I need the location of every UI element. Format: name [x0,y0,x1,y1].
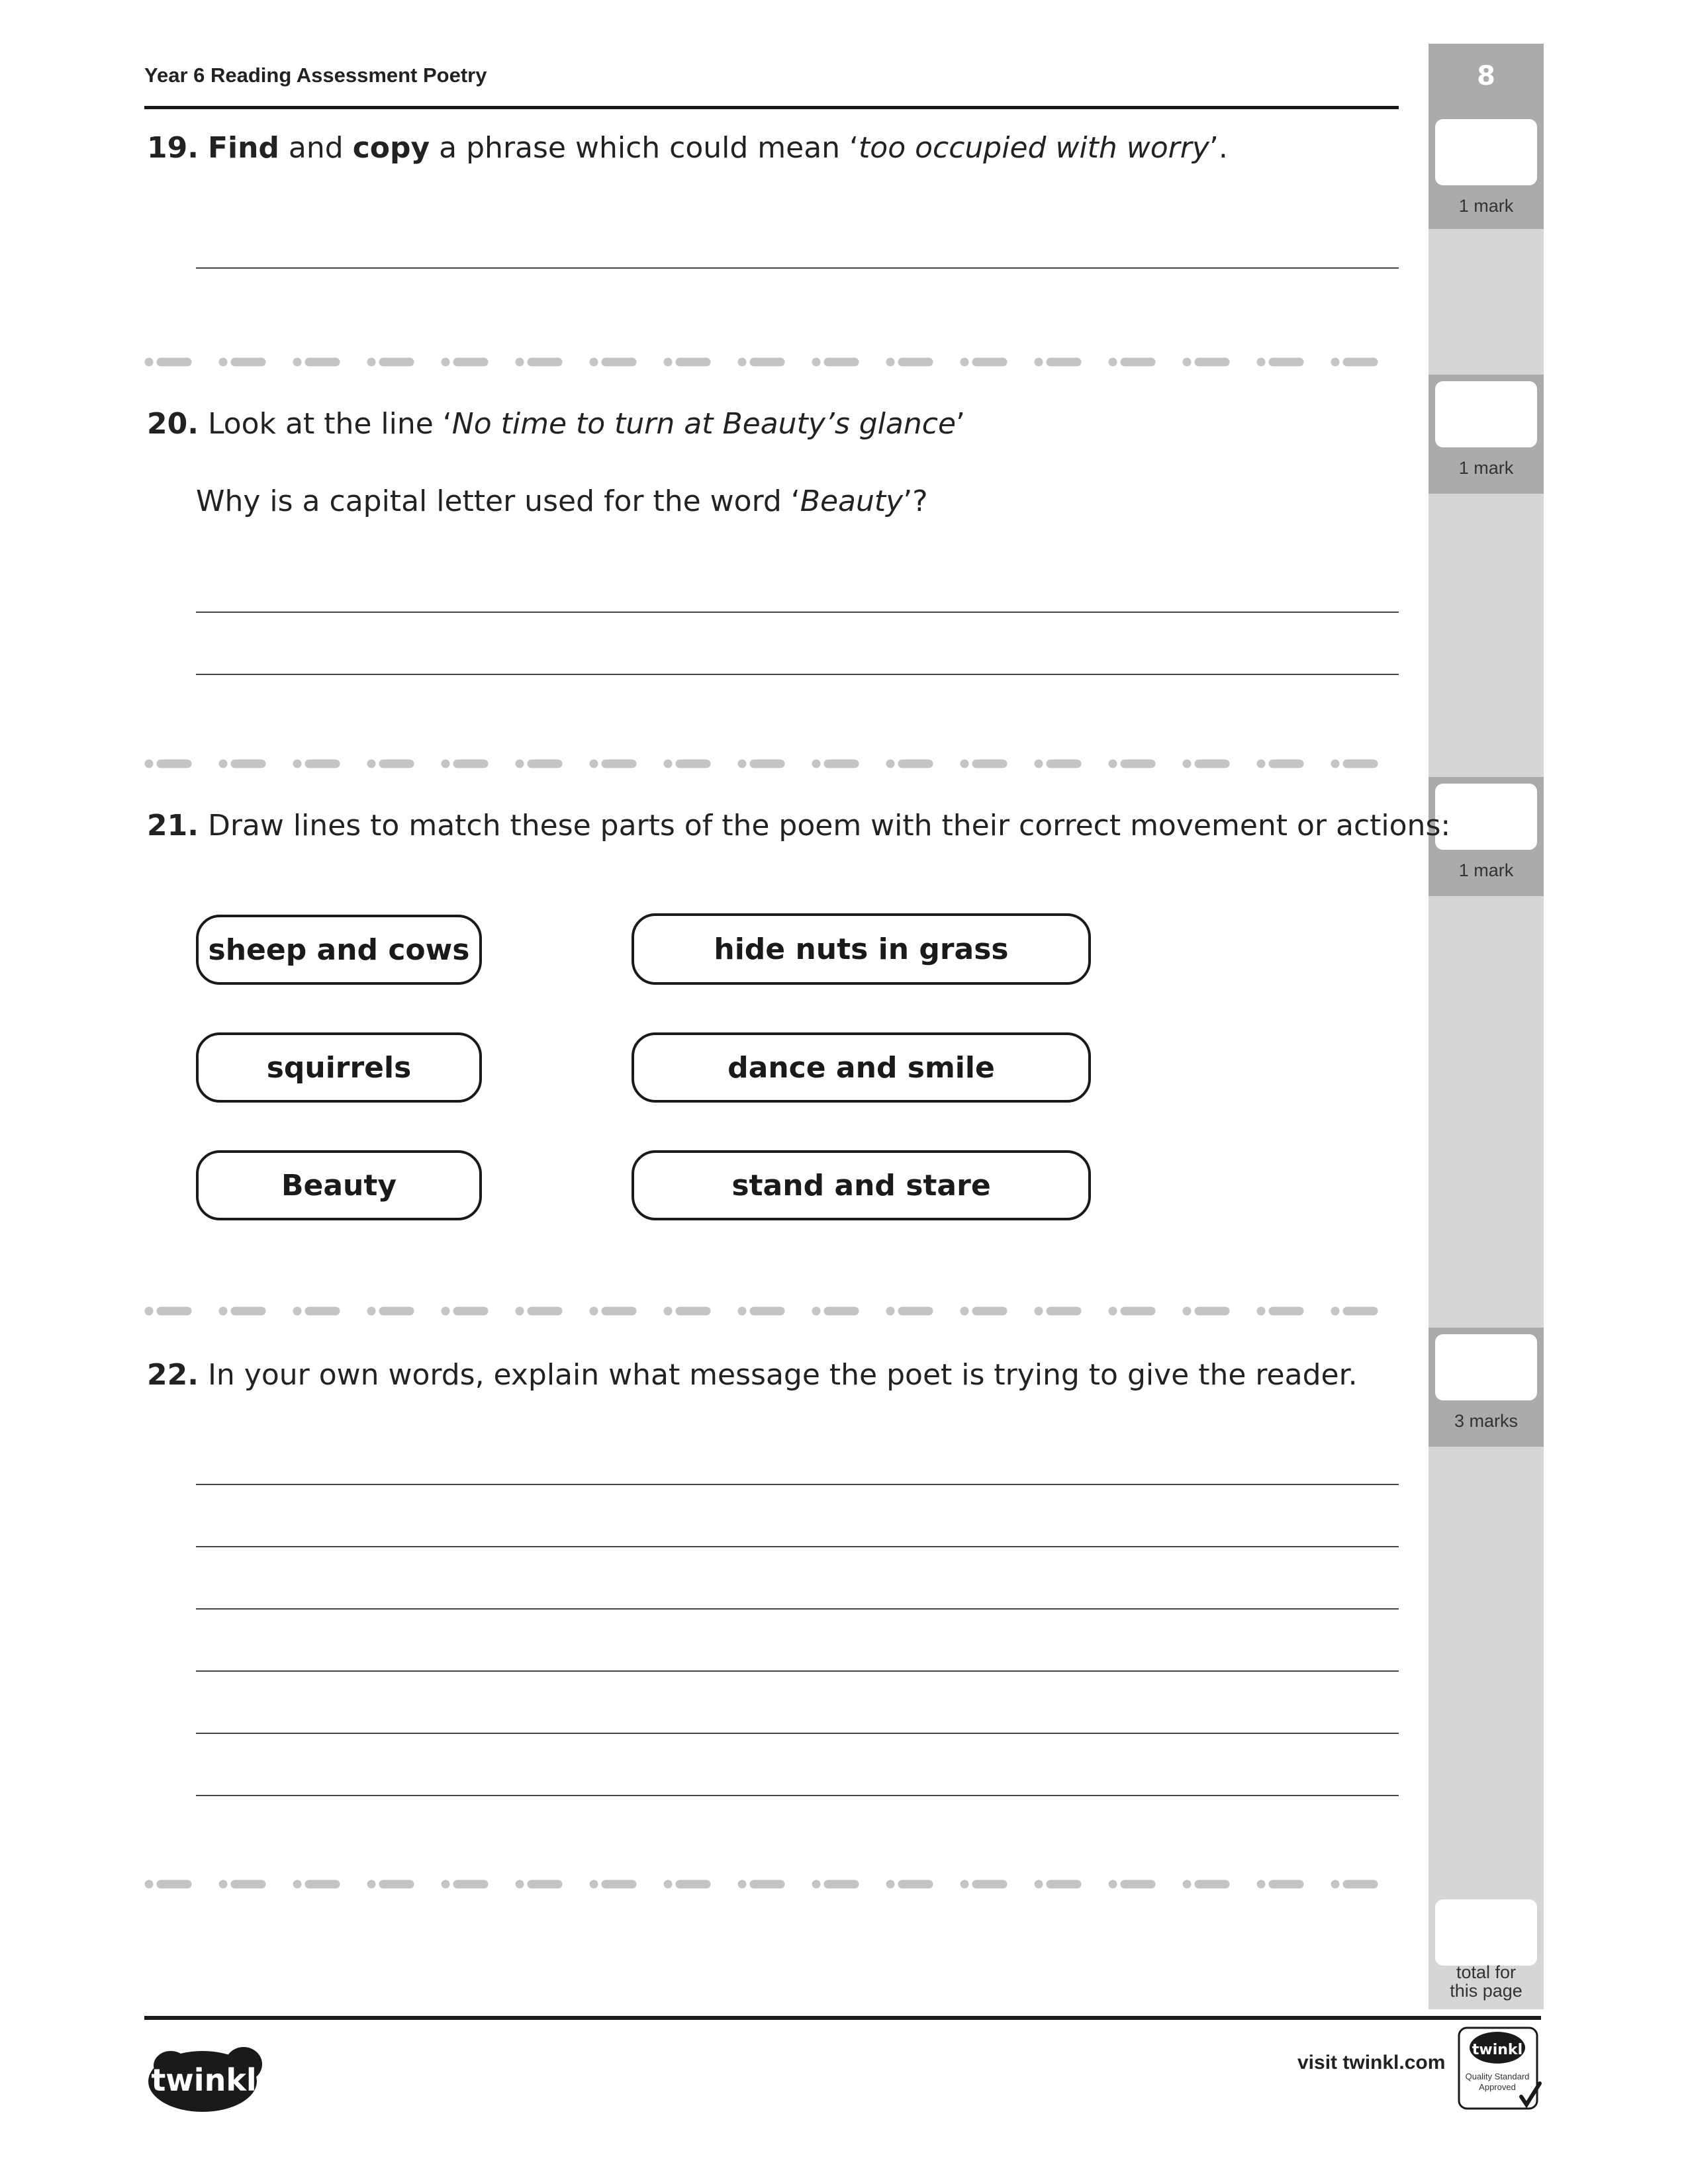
footer-divider [144,2016,1541,2020]
match-right-item[interactable]: stand and stare [632,1150,1091,1220]
question-22 [147,1358,1358,1392]
badge-line1: Quality Standard [1465,2071,1530,2081]
q22-mark-label: 3 marks [1454,1411,1519,1431]
q22-mark-box[interactable] [1435,1334,1537,1400]
badge-line2: Approved [1479,2082,1516,2092]
question-20 [147,407,965,441]
q20-mark-label: 1 mark [1458,458,1514,478]
visit-link[interactable]: visit twinkl.com [1297,2052,1446,2073]
q19-quote: too occupied with worry [859,131,1209,165]
match-left-item[interactable]: squirrels [196,1032,482,1103]
match-right-item[interactable]: hide nuts in grass [632,913,1091,985]
q20-quote: No time to turn at Beauty’s glance [451,407,957,441]
q19-and: and [279,131,353,165]
question-number: 20. [147,407,199,441]
match-left-item[interactable]: Beauty [196,1150,482,1220]
page-number: 8 [1477,61,1495,91]
twinkl-logo[interactable] [144,2042,270,2115]
badge-logo-text: twinkl [1472,2042,1523,2058]
q20-line2-a: Why is a capital letter used for the word ‘ [196,484,800,518]
header-divider [144,106,1399,109]
q19-answer-line[interactable] [196,267,1399,269]
question-19 [147,131,1228,165]
q19-end: ’. [1209,131,1228,165]
q19-mark-box[interactable] [1435,119,1537,185]
q22-answer-line[interactable] [196,1733,1399,1734]
page-header-title: Year 6 Reading Assessment Poetry [144,64,487,87]
page-total-label [1429,1963,1544,2000]
q20-answer-line[interactable] [196,674,1399,675]
q22-answer-line[interactable] [196,1484,1399,1485]
q19-copy: copy [352,131,430,165]
q19-mark-label: 1 mark [1458,196,1514,216]
section-divider [144,759,1402,768]
q20-word: Beauty [800,484,904,518]
q21-mark-label: 1 mark [1458,860,1514,880]
section-divider [144,1880,1402,1889]
twinkl-logo-text: twinkl [151,2062,257,2098]
q22-answer-line[interactable] [196,1608,1399,1610]
question-20-prompt [196,484,928,518]
match-right-item[interactable]: dance and smile [632,1032,1091,1103]
question-number: 21. [147,809,199,842]
q20-mark-box[interactable] [1435,381,1537,447]
q22-text: In your own words, explain what message the poet is trying to give the reader. [207,1358,1358,1392]
q22-answer-line[interactable] [196,1795,1399,1796]
q21-text: Draw lines to match these parts of the poem with their correct movement or actions: [207,809,1451,842]
q22-answer-line[interactable] [196,1546,1399,1547]
marks-column [1429,44,1544,2009]
question-21 [147,809,1450,842]
page-total-label-line2: this page [1450,1981,1523,2001]
page-total-box[interactable] [1435,1899,1537,1966]
q20-line2-c: ’? [903,484,928,518]
q19-text: a phrase which could mean ‘ [430,131,859,165]
question-number: 19. [147,131,199,165]
q20-answer-line[interactable] [196,612,1399,613]
quality-standard-badge [1456,2025,1542,2111]
q20-line1-a: Look at the line ‘ [207,407,452,441]
page-total-label-line1: total for [1456,1962,1517,1982]
section-divider [144,357,1402,367]
q22-answer-line[interactable] [196,1670,1399,1672]
question-number: 22. [147,1358,199,1392]
q19-find: Find [207,131,279,165]
match-left-item[interactable]: sheep and cows [196,915,482,985]
section-divider [144,1306,1402,1316]
q20-line1-c: ’ [956,407,966,441]
